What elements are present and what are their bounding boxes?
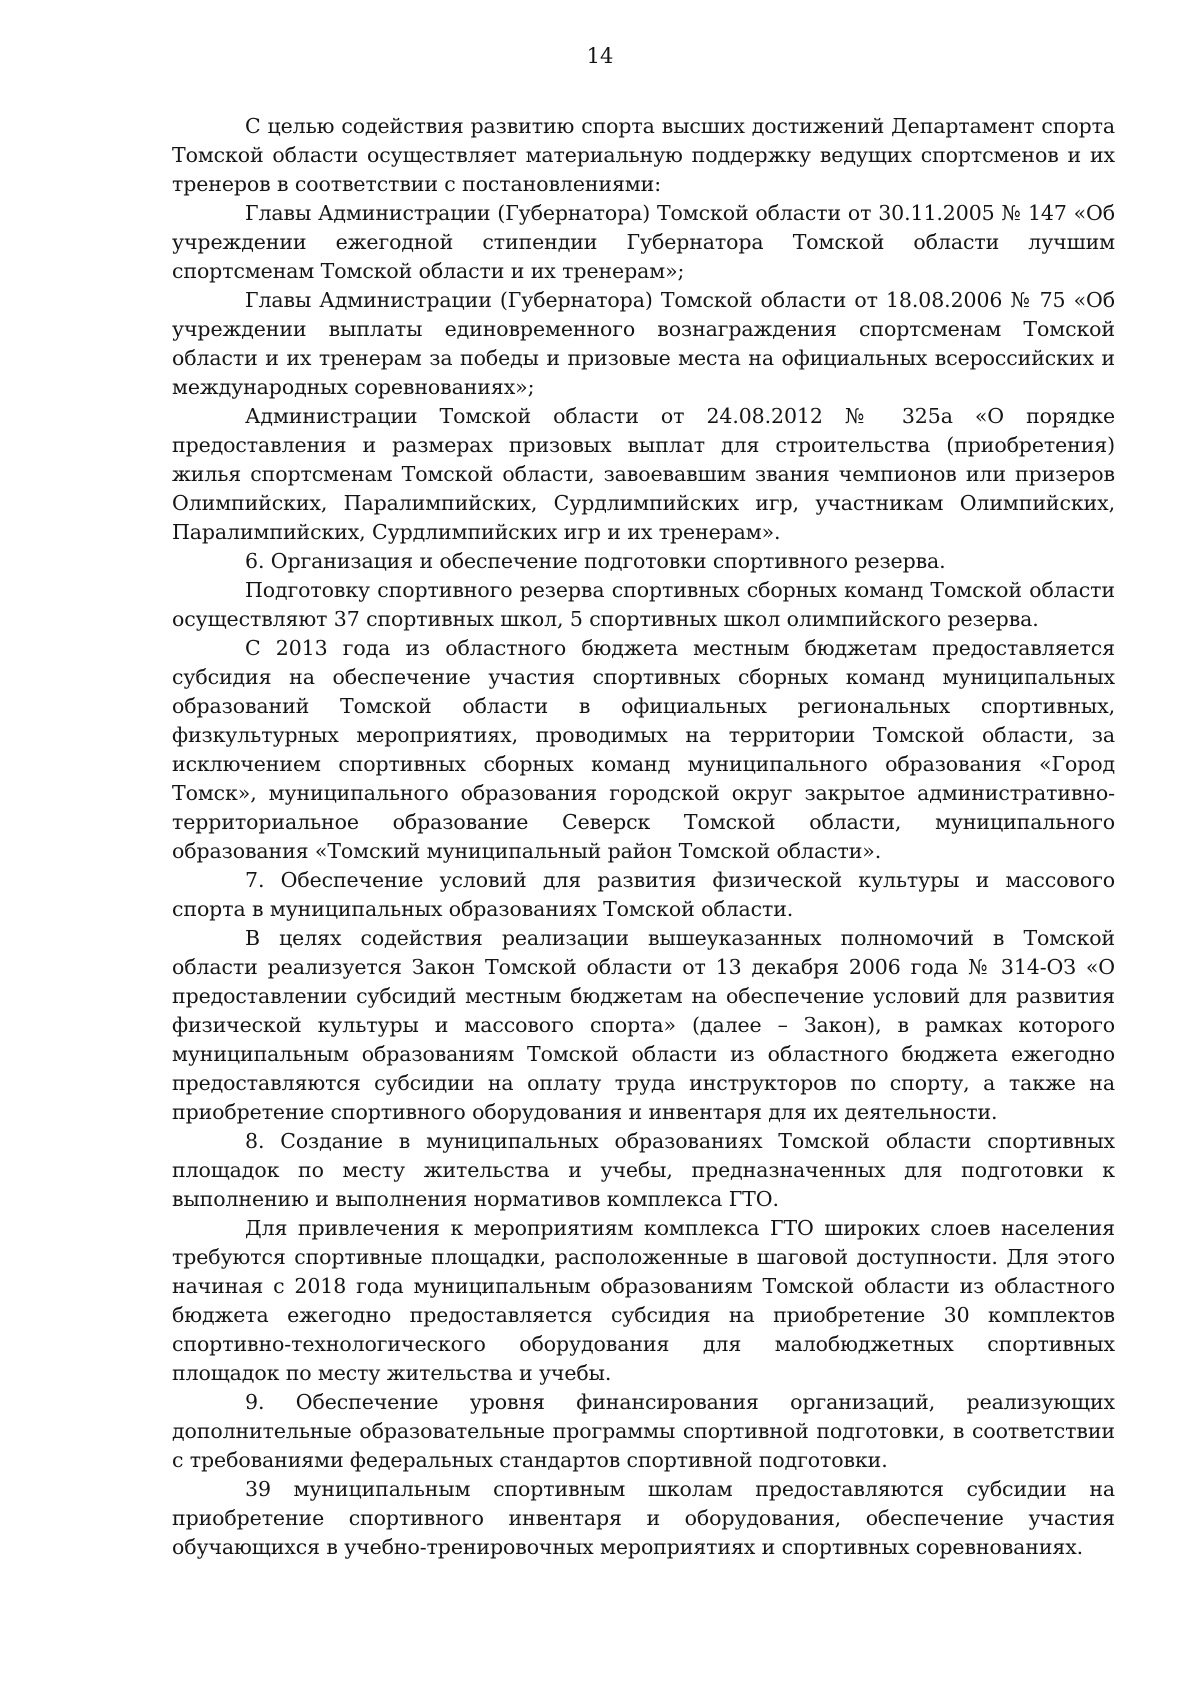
paragraph-section-6-subsidy: С 2013 года из областного бюджета местным бюджетам предоставляется субсидия на обеспечение участия спортивных сборных команд муниципальных образований Томской области в официальных региональных спортивных, физкультурных мероприятиях, проводимых на территории Томской области, за исключением спортивных сборных команд муниципального образования «Город Томск», муниципального образования городской округ закрытое административно-территориальное образование Северск Томской области, муниципального образования «Томский муниципальный район Томской области». [172,636,1115,863]
paragraph-resolution-325a: Администрации Томской области от 24.08.2012 № 325а «О порядке предоставления и размерах призовых выплат для строительства (приобретения) жилья спортсменам Томской области, завоевавшим звания чемпионов или призеров Олимпийских, Паралимпийских, Сурдлимпийских игр, участникам Олимпийских, Паралимпийских, Сурдлимпийских игр и их тренерам». [172,404,1115,544]
paragraph-section-9-heading: 9. Обеспечение уровня финансирования организаций, реализующих дополнительные образовательные программы спортивной подготовки, в соответствии с требованиями федеральных стандартов спортивной подготовки. [172,1390,1115,1472]
paragraph-resolution-75: Главы Администрации (Губернатора) Томской области от 18.08.2006 № 75 «Об учреждении выплаты единовременного вознаграждения спортсменам Томской области и их тренерам за победы и призовые места на официальных всероссийских и международных соревнованиях»; [172,288,1115,399]
paragraph-section-7-law: В целях содействия реализации вышеуказанных полномочий в Томской области реализуется Закон Томской области от 13 декабря 2006 года № 314-ОЗ «О предоставлении субсидий местным бюджетам на обеспечение условий для развития физической культуры и массового спорта» (далее – Закон), в рамках которого муниципальным образованиям Томской области из областного бюджета ежегодно предоставляются субсидии на оплату труда инструкторов по спорту, а также на приобретение спортивного оборудования и инвентаря для их деятельности. [172,926,1115,1124]
paragraph-section-6-heading: 6. Организация и обеспечение подготовки спортивного резерва. [245,549,946,573]
paragraph-section-6-schools: Подготовку спортивного резерва спортивных сборных команд Томской области осуществляют 37 спортивных школ, 5 спортивных школ олимпийского резерва. [172,578,1115,631]
paragraph-intro: С целью содействия развитию спорта высших достижений Департамент спорта Томской области осуществляет материальную поддержку ведущих спортсменов и их тренеров в соответствии с постановлениями: [172,114,1115,196]
paragraph-section-8-heading: 8. Создание в муниципальных образованиях Томской области спортивных площадок по месту жительства и учебы, предназначенных для подготовки к выполнению и выполнения нормативов комплекса ГТО. [172,1129,1115,1211]
paragraph-resolution-147: Главы Администрации (Губернатора) Томской области от 30.11.2005 № 147 «Об учреждении ежегодной стипендии Губернатора Томской области лучшим спортсменам Томской области и их тренерам»; [172,201,1115,283]
document-body [172,112,1115,1562]
paragraph-section-9-schools: 39 муниципальным спортивным школам предоставляются субсидии на приобретение спортивного инвентаря и оборудования, обеспечение участия обучающихся в учебно-тренировочных мероприятиях и спортивных соревнованиях. [172,1477,1115,1559]
paragraph-section-7-heading: 7. Обеспечение условий для развития физической культуры и массового спорта в муниципальных образованиях Томской области. [172,868,1115,921]
page-number: 14 [586,44,614,68]
paragraph-section-8-gto: Для привлечения к мероприятиям комплекса ГТО широких слоев населения требуются спортивные площадки, расположенные в шаговой доступности. Для этого начиная с 2018 года муниципальным образованиям Томской области из областного бюджета ежегодно предоставляется субсидия на приобретение 30 комплектов спортивно-технологического оборудования для малобюджетных спортивных площадок по месту жительства и учебы. [172,1216,1115,1385]
